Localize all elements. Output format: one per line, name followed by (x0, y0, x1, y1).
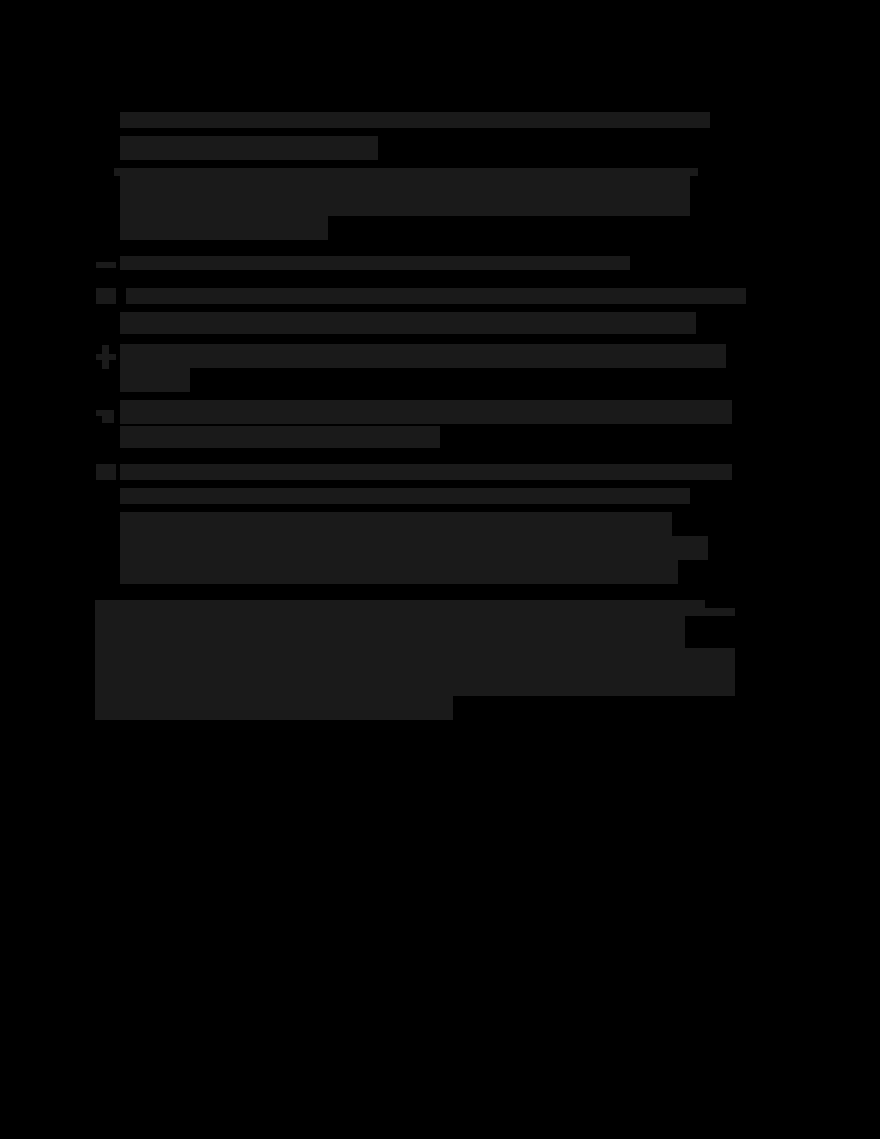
text-line (120, 426, 440, 448)
text-line (120, 488, 690, 504)
text-line (120, 400, 732, 424)
plus-bullet-icon-v (102, 345, 109, 369)
square-bullet-icon (96, 288, 116, 304)
text-line (120, 368, 190, 392)
arrow-bullet-icon-tail (102, 416, 114, 423)
text-line (95, 696, 453, 720)
text-line (120, 560, 678, 584)
dash-bullet-icon (96, 262, 116, 268)
square-bullet-icon (96, 464, 116, 480)
text-line (120, 256, 630, 270)
text-line (120, 464, 732, 480)
text-line (120, 312, 696, 334)
text-line (120, 176, 690, 216)
text-line (95, 608, 735, 616)
text-line (114, 168, 698, 176)
text-line (120, 216, 328, 240)
text-line (120, 344, 726, 368)
text-line (120, 112, 710, 128)
text-line (95, 648, 735, 696)
text-line (120, 512, 672, 536)
text-line (120, 136, 378, 160)
text-line (120, 536, 708, 560)
text-line (126, 288, 746, 304)
text-line (95, 616, 685, 648)
